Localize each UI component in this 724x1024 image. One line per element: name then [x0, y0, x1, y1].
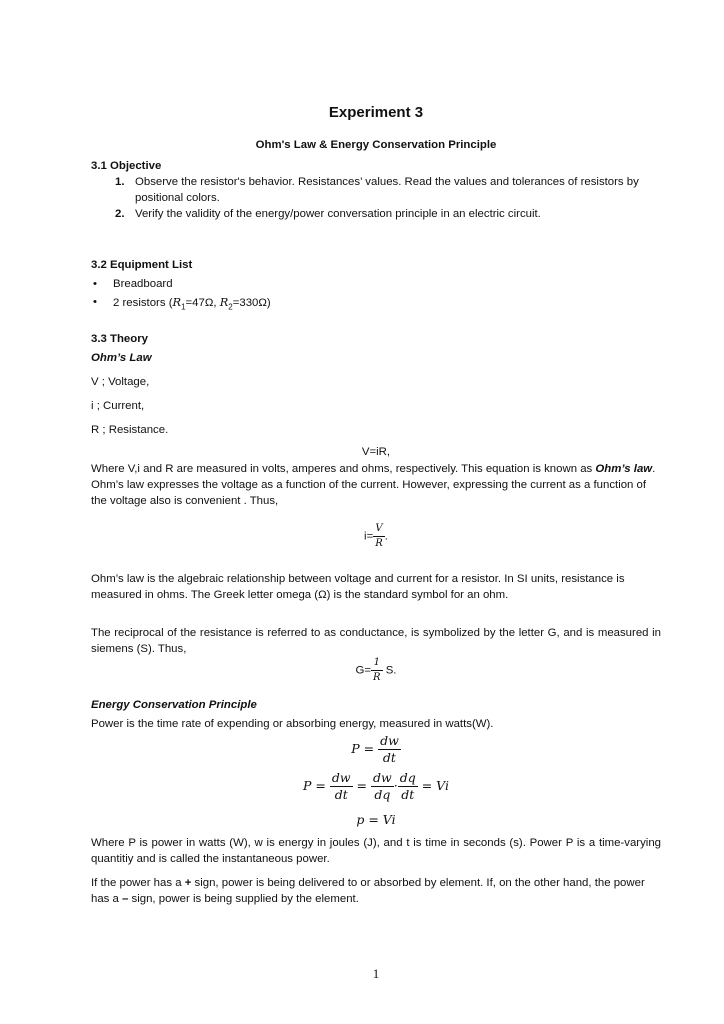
- minus-sign: –: [122, 893, 129, 905]
- eq-lhs: P =: [303, 778, 326, 793]
- paragraph-text: . Ohm’s law expresses the voltage as a function of the current. However, expressing the current as a function of the voltage also is convenient . Thus,: [91, 463, 656, 507]
- power-sign-paragraph: [91, 875, 661, 907]
- eq-fraction: [371, 770, 394, 803]
- instantaneous-power-paragraph: Where P is power in watts (W), w is energy in joules (J), and t is time in seconds (s). Power P is a time-varying quantitiy and is called the instantaneous power.: [91, 837, 661, 865]
- r1-symbol: R: [172, 295, 182, 309]
- eq-equals: =: [356, 778, 368, 793]
- eq-numerator: dq: [399, 770, 416, 785]
- ohms-law-paragraph: [91, 461, 661, 509]
- eq-denominator: dt: [334, 787, 348, 802]
- current-definition: i ; Current,: [91, 400, 145, 412]
- conductance-paragraph: The reciprocal of the resistance is referred to as conductance, is symbolized by the letter G, and is measured in siemens (S). Thus,: [91, 627, 661, 655]
- objective-item-text: Verify the validity of the energy/power conversation principle in an electric circuit.: [135, 208, 541, 220]
- eq-tail: = Vi: [421, 778, 449, 793]
- equipment-list: [91, 275, 661, 316]
- equation-i-v-over-r: [91, 522, 661, 551]
- equation-vir: V=iR,: [361, 446, 391, 458]
- bullet-icon: •: [93, 278, 97, 290]
- eq-lhs: G=: [355, 664, 372, 677]
- bullet-icon: •: [93, 296, 97, 308]
- equipment-item: [91, 275, 661, 293]
- eq-denominator: R: [375, 538, 383, 549]
- eq-lhs: P =: [351, 741, 375, 756]
- equipment-item-text: Breadboard: [113, 278, 173, 290]
- paragraph-text: If the power has a: [91, 877, 185, 889]
- equipment-item: [91, 293, 661, 316]
- page-number: 1: [372, 966, 380, 981]
- r1-value: =47Ω,: [185, 297, 220, 309]
- objective-list: [91, 174, 661, 222]
- plus-sign: +: [184, 877, 192, 889]
- r2-subscript: 2: [228, 302, 233, 312]
- document-page: [91, 0, 661, 1024]
- equation-power-1: [91, 733, 661, 766]
- objective-item: [91, 174, 661, 206]
- page-subtitle: Ohm's Law & Energy Conservation Principle: [255, 139, 497, 151]
- equation-power-2: [91, 770, 661, 803]
- eq-fraction: [330, 770, 353, 803]
- objective-item-text: Observe the resistor's behavior. Resistances’ values. Read the values and tolerances of resistors by positional colors.: [135, 176, 639, 204]
- power-paragraph: Power is the time rate of expending or absorbing energy, measured in watts(W).: [91, 718, 494, 730]
- paragraph-text: Where V,i and R are measured in volts, amperes and ohms, respectively. This equation is known as: [91, 463, 596, 475]
- energy-conservation-heading: Energy Conservation Principle: [91, 699, 257, 711]
- equipment-heading: 3.2 Equipment List: [91, 259, 193, 271]
- eq-dot: ·: [393, 778, 398, 793]
- r2-symbol: R: [219, 295, 229, 309]
- equipment-item-text: 2 resistors (: [113, 297, 173, 309]
- resistance-definition: R ; Resistance.: [91, 424, 169, 436]
- eq-numerator: dw: [380, 733, 399, 748]
- eq-numerator: dw: [331, 770, 351, 785]
- ohms-law-term: Ohm’s law: [595, 463, 653, 475]
- eq-denominator: dt: [401, 787, 415, 802]
- eq-fraction: [373, 522, 385, 551]
- ohms-law-paragraph-2: Ohm’s law is the algebraic relationship between voltage and current for a resistor. In SI units, resistance is measured in ohms. The Greek letter omega (Ω) is the standard symbol for an ohm.: [91, 573, 625, 601]
- objective-heading: 3.1 Objective: [91, 160, 162, 172]
- eq-fraction: [398, 770, 418, 803]
- paragraph-text: sign, power is being delivered to or absorbed by element. If, on the other hand, the power has a: [91, 877, 645, 905]
- ohms-law-heading: Ohm’s Law: [91, 352, 152, 364]
- page-title: Experiment 3: [328, 104, 424, 121]
- eq-numerator: 1: [371, 656, 383, 671]
- equation-power-3: p = Vi: [356, 812, 396, 827]
- objective-item-number: 2.: [115, 208, 125, 220]
- r2-value: =330Ω): [232, 297, 271, 309]
- theory-heading: 3.3 Theory: [91, 333, 148, 345]
- eq-fraction: [371, 656, 383, 685]
- eq-denominator: dt: [382, 750, 396, 765]
- r1-subscript: 1: [181, 302, 186, 312]
- objective-item-number: 1.: [115, 176, 125, 188]
- eq-tail: S.: [382, 664, 397, 677]
- eq-lhs: i=: [364, 530, 374, 543]
- eq-denominator: R: [373, 672, 381, 683]
- eq-numerator: dw: [373, 770, 392, 785]
- paragraph-text: sign, power is being supplied by the element.: [128, 893, 359, 905]
- objective-item: [91, 206, 661, 222]
- voltage-definition: V ; Voltage,: [91, 376, 150, 388]
- eq-denominator: dq: [374, 787, 391, 802]
- eq-tail: .: [384, 530, 388, 543]
- eq-fraction: [378, 733, 401, 766]
- equation-conductance: [91, 656, 661, 685]
- eq-numerator: V: [373, 522, 385, 537]
